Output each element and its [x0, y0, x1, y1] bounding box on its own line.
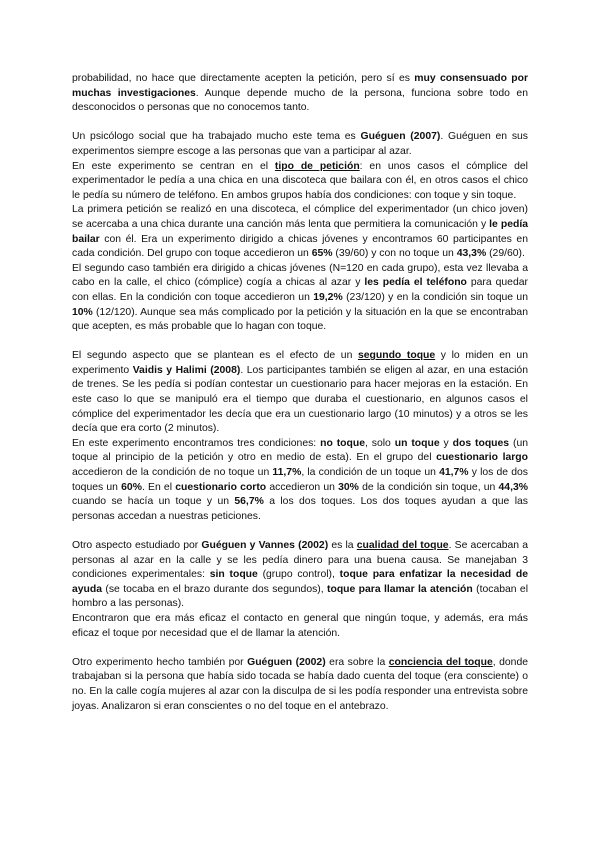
text-run: Encontraron que era más eficaz el contacto en general que ningún toque, y además, era más eficaz el toque por necesidad que el de llamar la atención.	[72, 612, 528, 639]
bold-text: Guéguen y Vannes (2002)	[201, 540, 329, 551]
bold-text: toque para llamar la atención	[327, 583, 473, 595]
text-run: cuando se hacía un toque y un	[72, 496, 235, 508]
bold-text: 65%	[311, 248, 333, 260]
bold-text: un toque	[394, 437, 440, 449]
underlined-term: segundo toque	[357, 350, 436, 362]
text-run: (12/120). Aunque sea más complicado por la petición y la situación en la que se encontraban que acepten, es más probable que lo hagan con toque.	[72, 306, 528, 333]
text-run: con él. Era un experimento dirigido a chicas jóvenes y encontramos 60 participantes en cada condición. Del grupo con toque accedieron un	[72, 233, 528, 260]
text-run: es la	[328, 540, 357, 551]
body-paragraph	[72, 656, 528, 714]
text-run: Otro aspecto estudiado por	[72, 540, 202, 551]
bold-text: 41,7%	[439, 467, 469, 479]
text-run: Un psicólogo social que ha trabajado mucho este tema es	[72, 131, 361, 143]
text-run: . Se acercaban a personas al azar en la calle y se les pedía dinero para una buena causa. Se manejaban 3 condiciones experimentales:	[72, 540, 529, 581]
text-run: . Aunque depende mucho de la persona, funciona sobre todo en desconocidos o personas que no conocemos tanto.	[72, 87, 528, 114]
text-run: (un toque al principio de la petición y otro en medio de esta). En el grupo del	[72, 437, 528, 464]
body-paragraph	[72, 160, 528, 204]
underlined-term: conciencia del toque	[388, 656, 493, 668]
bold-text: 60%	[121, 481, 142, 493]
text-run: y lo miden en un experimento	[72, 350, 528, 376]
text-run: y	[439, 437, 453, 449]
text-run: (tocaban el hombro a las personas).	[72, 583, 529, 610]
body-paragraph	[72, 72, 528, 116]
text-run: . Los participantes también se eligen al azar, en una estación de trenes. Se les pedía si podían contestar un cuestionario para hacer mejoras en la estación. En este caso lo que se manipuló era el tiempo que duraba el cuestionario, en algunos casos el cómplice del experimentador les decía que era un cuestionario largo (10 minutos) y a otros se les decía que era corto (2 minutos).	[72, 364, 528, 435]
text-run: (39/60) y con no toque un	[332, 248, 457, 260]
text-run: probabilidad, no hace que directamente acepten la petición, pero sí es	[72, 73, 415, 84]
text-run: El segundo aspecto que se plantean es el efecto de un	[72, 350, 358, 362]
text-run: En este experimento encontramos tres condiciones:	[72, 437, 321, 449]
bold-text: 43,3%	[456, 248, 487, 260]
bold-text: Vaidis y Halimi (2008)	[132, 364, 241, 376]
text-run: de la condición sin toque, un	[358, 481, 499, 493]
body-paragraph	[72, 612, 528, 641]
underlined-term: tipo de petición	[274, 160, 360, 172]
text-run: , donde trabajaban si la persona que había sido tocada se había dado cuenta del toque (era consciente) o no. En la calle cogía mujeres al azar con la disculpa de si les podía responder una entrevista sobre joyas. Analizaron si eran conscientes o no del toque en el antebrazo.	[72, 656, 529, 712]
text-run: . Guéguen en sus experimentos siempre escoge a las personas que van a participar al azar.	[72, 131, 529, 157]
bold-text: 30%	[338, 481, 359, 493]
underlined-term: cualidad del toque	[356, 540, 449, 551]
text-run: (grupo control),	[257, 569, 340, 581]
text-run: para quedar con ellas. En la condición con toque accedieron un	[72, 277, 528, 303]
bold-text: Guéguen (2002)	[247, 656, 326, 668]
text-run: (23/120) y en la condición sin toque un	[342, 291, 528, 303]
body-paragraph	[72, 130, 528, 159]
body-paragraph	[72, 262, 528, 335]
text-run: Otro experimento hecho también por	[72, 656, 248, 668]
text-run: , solo	[364, 437, 395, 449]
bold-text: le pedía bailar	[72, 218, 528, 245]
bold-text: cuestionario largo	[436, 452, 528, 464]
text-run: , la condición de un toque un	[301, 467, 440, 479]
bold-text: 44,3%	[498, 481, 528, 493]
body-paragraph	[72, 539, 528, 612]
bold-text: les pedía el teléfono	[364, 277, 467, 289]
paragraph-gap	[72, 335, 528, 350]
text-run: . En el	[141, 481, 176, 493]
text-run: era sobre la	[325, 656, 389, 668]
bold-text: muy consensuado por muchas investigaciones	[72, 73, 528, 99]
body-paragraph	[72, 437, 528, 525]
text-run: El segundo caso también era dirigido a chicas jóvenes (N=120 en cada grupo), esta vez llevaba a cabo en la calle, el chico (cómplice) cogía a chicas al azar y	[72, 262, 528, 289]
text-run: (se tocaba en el brazo durante dos segundos),	[102, 583, 328, 595]
text-run: : en unos casos el cómplice del experimentador le pedía a una chica en una discoteca que bailara con él, en otros casos el chico le pedía su número de teléfono. En ambos grupos había dos condiciones: con toque y sin toque.	[72, 160, 528, 201]
paragraph-gap	[72, 641, 528, 656]
paragraph-gap	[72, 524, 528, 539]
text-run: En este experimento se centran en el	[72, 160, 275, 172]
body-paragraph	[72, 203, 528, 261]
bold-text: cuestionario corto	[175, 481, 267, 493]
text-run: accedieron de la condición de no toque un	[72, 467, 273, 479]
text-run: accedieron un	[266, 481, 339, 493]
bold-text: 19,2%	[313, 291, 343, 303]
bold-text: 11,7%	[272, 467, 302, 479]
bold-text: no toque	[320, 437, 365, 449]
text-run: a los dos toques. Los dos toques ayudan a que las personas accedan a nuestras peticiones.	[72, 496, 528, 522]
bold-text: Guéguen (2007)	[360, 131, 441, 143]
text-run: La primera petición se realizó en una discoteca, el cómplice del experimentador (un chico joven) se acercaba a una chica durante una canción más lenta que permitiera la comunicación y	[72, 204, 528, 230]
bold-text: toque para enfatizar la necesidad de ayuda	[72, 569, 529, 595]
bold-text: sin toque	[209, 569, 258, 581]
body-paragraph	[72, 349, 528, 437]
bold-text: 10%	[72, 306, 93, 318]
text-run: y los de dos toques un	[72, 467, 528, 493]
bold-text: 56,7%	[234, 496, 264, 508]
paragraph-gap	[72, 116, 528, 131]
bold-text: dos toques	[452, 437, 510, 449]
text-run: (29/60).	[486, 248, 525, 260]
